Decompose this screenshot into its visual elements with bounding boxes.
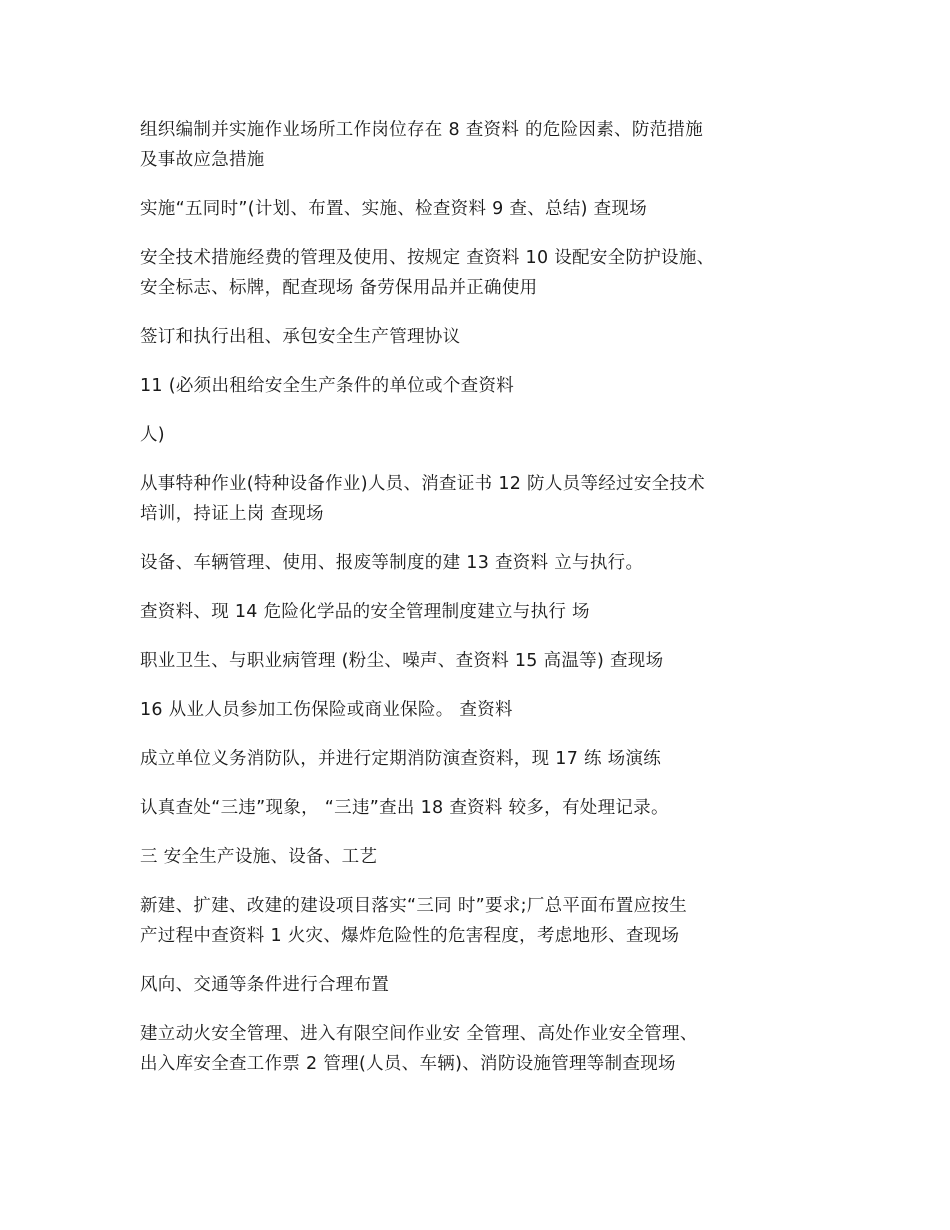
document-body — [140, 115, 820, 1098]
text-line: 出入库安全查工作票 2 管理(人员、车辆)、消防设施管理等制查现场 — [140, 1054, 676, 1074]
paragraph — [140, 1019, 820, 1079]
text-line: 认真查处“三违”现象， “三违”查出 18 查资料 较多，有处理记录。 — [140, 798, 669, 818]
section-heading — [140, 842, 820, 872]
text-line: 16 从业人员参加工伤保险或商业保险。 查资料 — [140, 700, 513, 720]
paragraph — [140, 970, 820, 1000]
paragraph — [140, 793, 820, 823]
text-line: 三 安全生产设施、设备、工艺 — [140, 847, 378, 867]
text-line: 组织编制并实施作业场所工作岗位存在 8 查资料 的危险因素、防范措施 — [140, 120, 704, 140]
text-line: 建立动火安全管理、进入有限空间作业安 全管理、高处作业安全管理、 — [140, 1024, 698, 1044]
paragraph — [140, 646, 820, 676]
text-line: 签订和执行出租、承包安全生产管理协议 — [140, 327, 461, 347]
text-line: 培训，持证上岗 查现场 — [140, 504, 324, 524]
paragraph — [140, 243, 820, 303]
text-line: 及事故应急措施 — [140, 150, 265, 170]
paragraph — [140, 194, 820, 224]
paragraph — [140, 322, 820, 352]
text-line: 职业卫生、与职业病管理 (粉尘、噪声、查资料 15 高温等) 查现场 — [140, 651, 664, 671]
text-line: 成立单位义务消防队，并进行定期消防演查资料，现 17 练 场演练 — [140, 749, 662, 769]
text-line: 新建、扩建、改建的建设项目落实“三同 时”要求;厂总平面布置应按生 — [140, 896, 687, 916]
paragraph — [140, 597, 820, 627]
paragraph — [140, 744, 820, 774]
paragraph — [140, 115, 820, 175]
paragraph — [140, 420, 820, 450]
text-line: 查资料、现 14 危险化学品的安全管理制度建立与执行 场 — [140, 602, 590, 622]
text-line: 安全技术措施经费的管理及使用、按规定 查资料 10 设配安全防护设施、 — [140, 248, 715, 268]
text-line: 安全标志、标牌，配查现场 备劳保用品并正确使用 — [140, 278, 538, 298]
text-line: 11 (必须出租给安全生产条件的单位或个查资料 — [140, 376, 515, 396]
text-line: 人) — [140, 425, 165, 445]
paragraph — [140, 469, 820, 529]
paragraph — [140, 891, 820, 951]
text-line: 设备、车辆管理、使用、报废等制度的建 13 查资料 立与执行。 — [140, 553, 644, 573]
text-line: 实施“五同时”(计划、布置、实施、检查资料 9 查、总结) 查现场 — [140, 199, 648, 219]
paragraph — [140, 371, 820, 401]
text-line: 从事特种作业(特种设备作业)人员、消查证书 12 防人员等经过安全技术 — [140, 474, 706, 494]
text-line: 风向、交通等条件进行合理布置 — [140, 975, 390, 995]
paragraph — [140, 695, 820, 725]
paragraph — [140, 548, 820, 578]
text-line: 产过程中查资料 1 火灾、爆炸危险性的危害程度，考虑地形、查现场 — [140, 926, 680, 946]
